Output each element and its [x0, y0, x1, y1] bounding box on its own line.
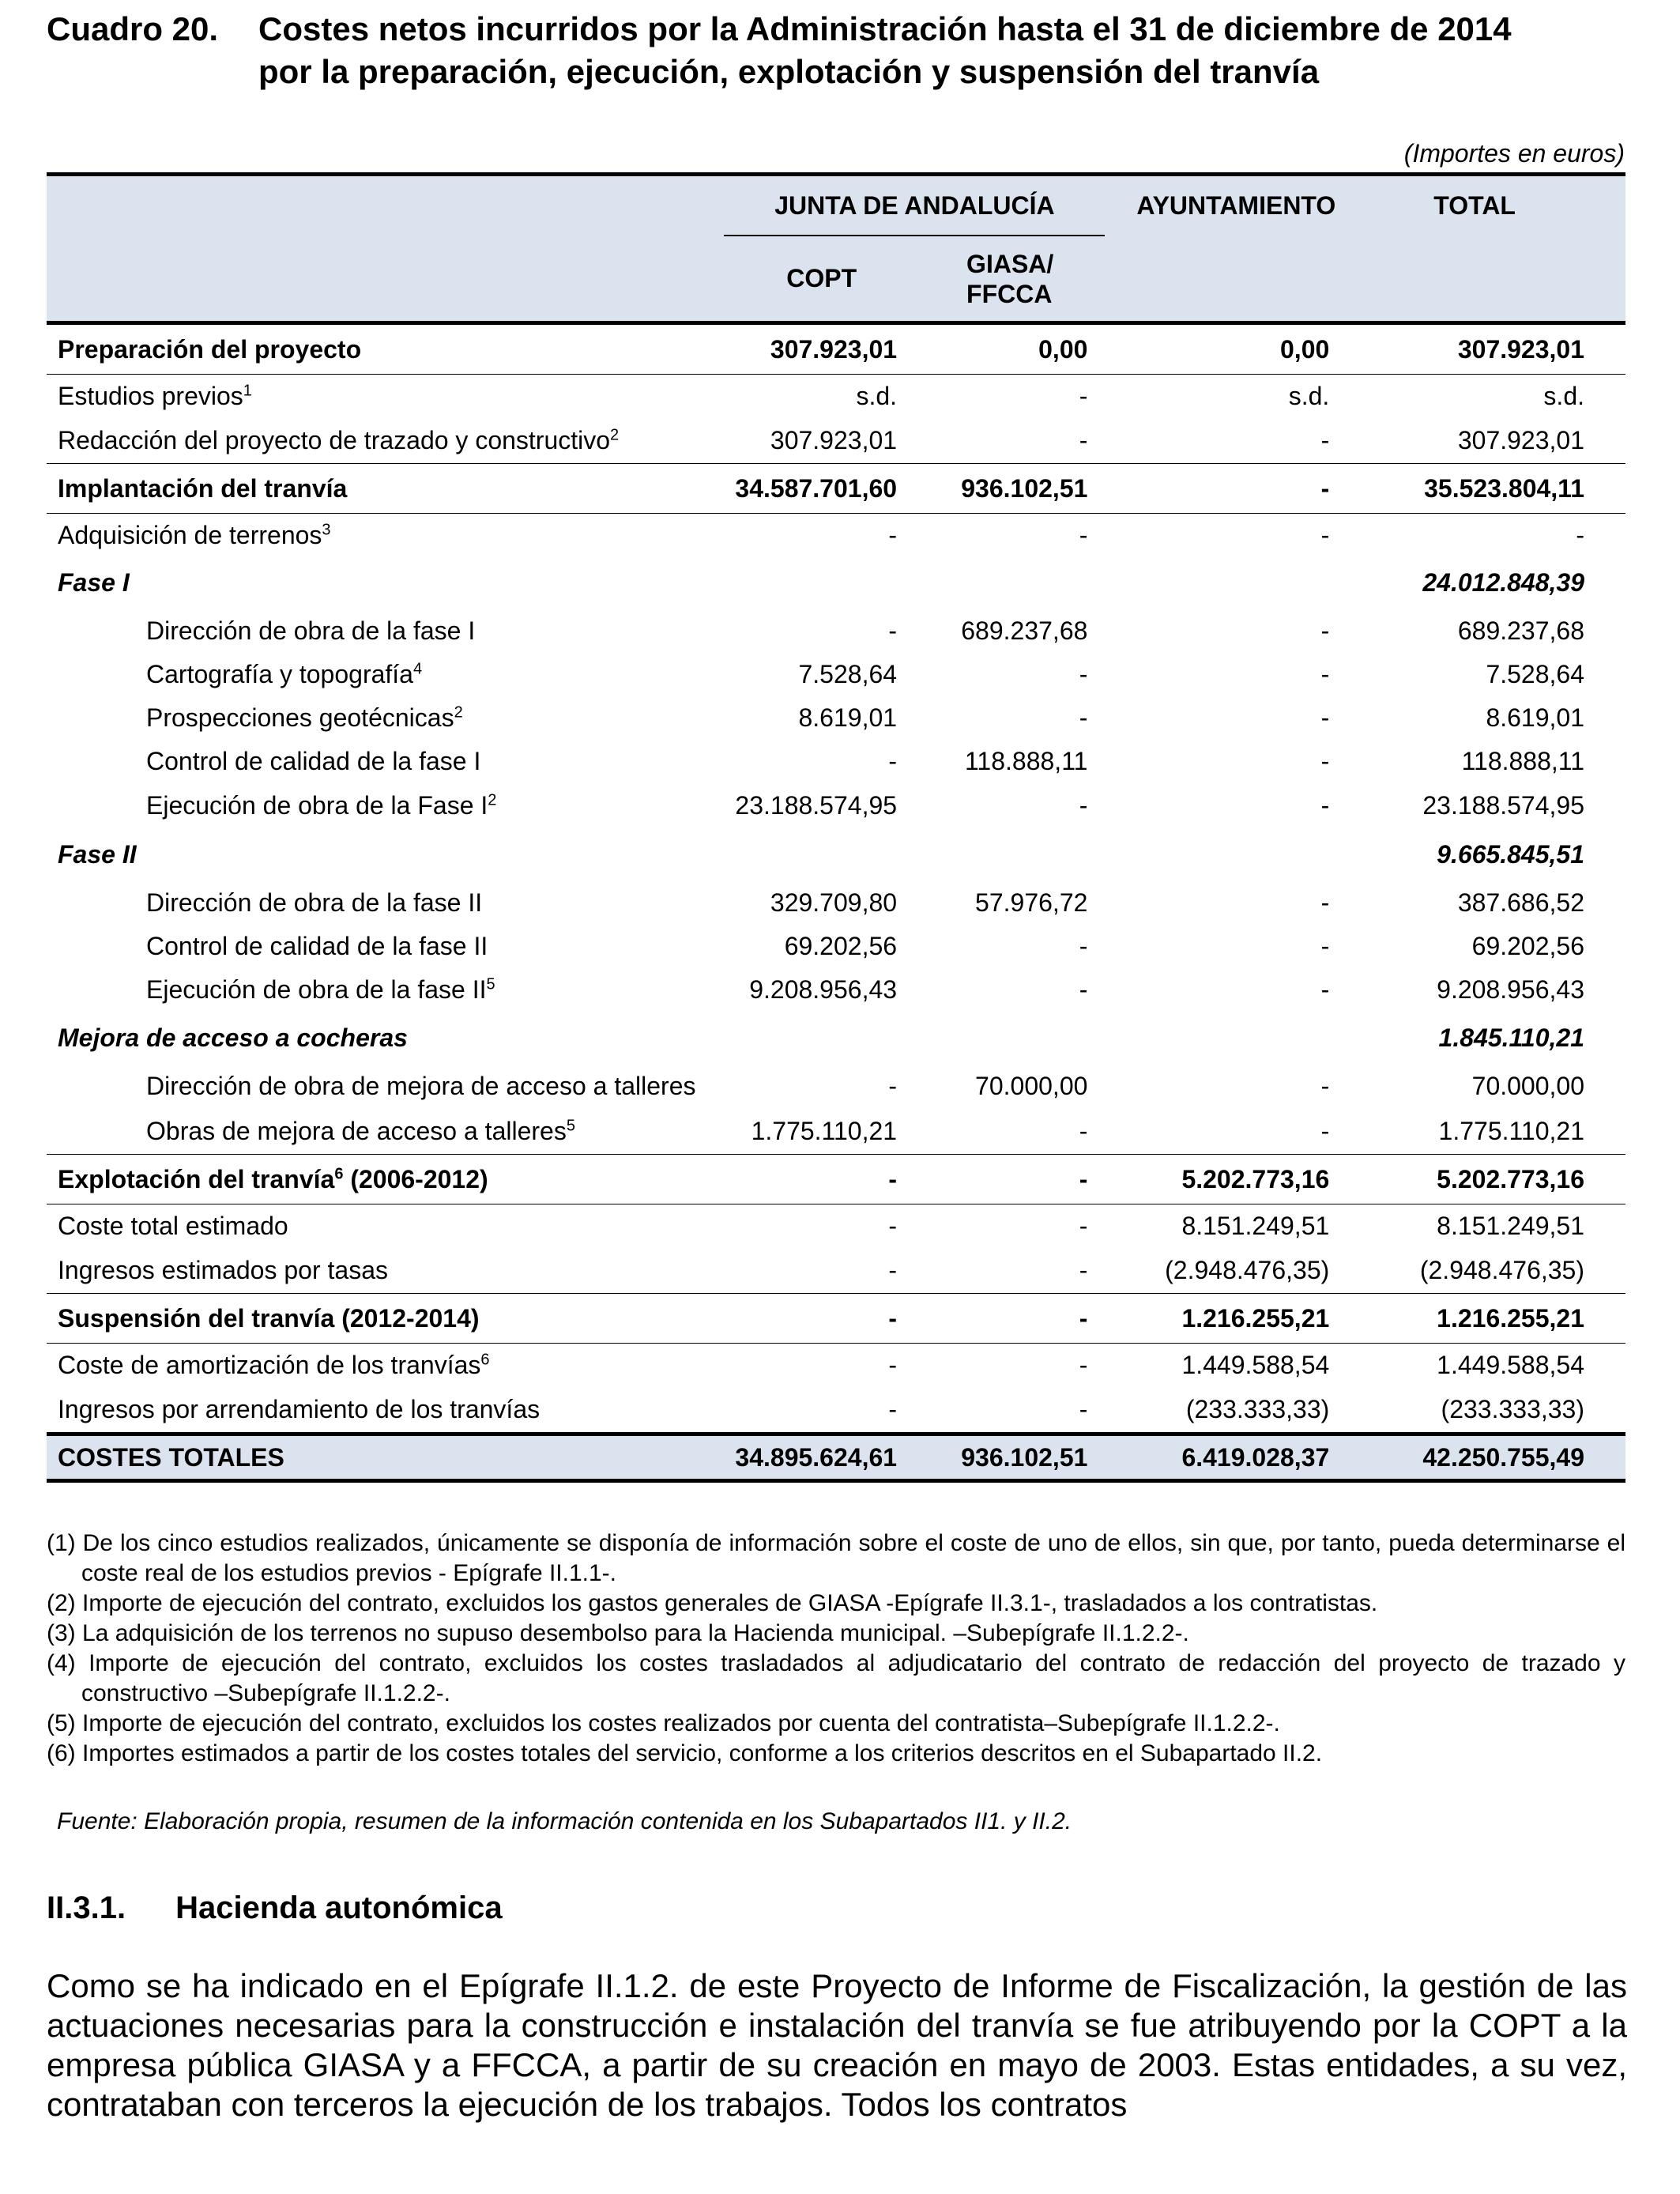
table-row	[47, 740, 1625, 782]
cell-total: 1.216.255,21	[1347, 1294, 1625, 1344]
cell-ayto: 0,00	[1280, 334, 1330, 364]
table-row	[47, 1344, 1625, 1387]
table-row	[47, 1247, 1625, 1294]
cell-copt	[724, 828, 919, 880]
table-row	[47, 1108, 1625, 1155]
cell-total: 7.528,64	[1486, 659, 1584, 688]
section-heading	[47, 1891, 503, 1926]
cell-total: 69.202,56	[1471, 931, 1584, 960]
cell-giasa: -	[919, 514, 1105, 557]
row-label: Estudios previos$^1$	[47, 375, 724, 418]
cell-ayto: (233.333,33)	[1185, 1394, 1330, 1423]
cell-total: 5.202.773,16	[1347, 1155, 1625, 1204]
totals-label: COSTES TOTALES	[47, 1434, 724, 1481]
table-row	[47, 375, 1625, 418]
table-row	[47, 514, 1625, 557]
cell-giasa: 936.102,51	[919, 464, 1105, 514]
cell-total: 8.619,01	[1486, 703, 1584, 732]
cell-giasa: -	[1079, 1394, 1088, 1423]
source-note: Fuente: Elaboración propia, resumen de la información contenida en los Subapartados II1. y II.2.	[57, 1808, 1072, 1834]
body-paragraph: Como se ha indicado en el Epígrafe II.1.2. de este Proyecto de Informe de Fiscalización, la gestión de las actuaciones necesarias para la construcción e instalación del tranvía se fue atribuyendo por la COPT a la empresa pública GIASA y a FFCCA, a partir de su creación en mayo de 2003. Estas entidades, a su vez, contrataban con terceros la ejecución de los trabajos. Todos los contratos	[47, 1967, 1627, 2123]
row-label: Preparación del proyecto	[58, 334, 362, 364]
cell-giasa: -	[919, 375, 1105, 418]
table-row	[47, 696, 1625, 740]
cell-total: (2.948.476,35)	[1419, 1255, 1584, 1284]
table-row	[47, 556, 1625, 609]
cell-giasa	[919, 1012, 1105, 1064]
cell-total: 307.923,01	[1457, 425, 1584, 454]
cell-giasa: -	[1079, 790, 1088, 820]
cell-copt: 34.587.701,60	[724, 464, 919, 514]
cell-copt: -	[888, 1255, 898, 1284]
table-title-line1: Costes netos incurridos por la Administración hasta el 31 de diciembre de 2014	[258, 10, 1512, 47]
cell-ayto: 5.202.773,16	[1105, 1155, 1347, 1204]
cell-giasa: 689.237,68	[961, 616, 1088, 645]
footnote: (3) La adquisición de los terrenos no supuso desembolso para la Hacienda municipal. –Subepígrafe II.1.2.2-.	[47, 1620, 1189, 1646]
table-subheader-row	[47, 236, 1625, 323]
cell-giasa	[919, 556, 1105, 609]
cell-total: 35.523.804,11	[1347, 464, 1625, 514]
cell-giasa: -	[1079, 931, 1088, 960]
footnote: (1) De los cinco estudios realizados, únicamente se disponía de información sobre el coste de uno de ellos, sin que, por tanto, pueda determinarse el coste real de los estudios previos - Epígrafe II.1.1-.	[47, 1530, 1625, 1586]
table-row	[47, 1386, 1625, 1434]
cell-ayto: -	[1105, 464, 1347, 514]
row-label: Ejecución de obra de la Fase $I^2$	[146, 790, 497, 820]
row-label: Ingresos estimados por tasas	[58, 1255, 388, 1284]
row-label: Prospecciones geotécnicas$^2$	[146, 703, 463, 732]
cell-giasa: 57.976,72	[975, 888, 1088, 917]
totals-ayto: 6.419.028,37	[1105, 1434, 1347, 1481]
totals-copt: 34.895.624,61	[724, 1434, 919, 1481]
cell-giasa: -	[1079, 425, 1088, 454]
table-row	[47, 1294, 1625, 1344]
row-label: Control de calidad de la fase II	[146, 931, 488, 960]
footnote: (5) Importe de ejecución del contrato, excluidos los costes realizados por cuenta del contratista–Subepígrafe II.1.2.2-.	[47, 1710, 1280, 1736]
cell-ayto: -	[1320, 703, 1330, 732]
cell-copt: -	[888, 746, 898, 775]
totals-row	[47, 1434, 1625, 1481]
cell-total: 689.237,68	[1457, 616, 1584, 645]
totals-total: 42.250.755,49	[1347, 1434, 1625, 1481]
table-row	[47, 417, 1625, 464]
cell-copt: s.d.	[724, 375, 919, 418]
cell-giasa	[919, 828, 1105, 880]
cell-copt: -	[888, 1394, 898, 1423]
cell-ayto: -	[1320, 974, 1330, 1004]
cell-ayto: -	[1105, 514, 1347, 557]
cell-giasa: -	[1079, 703, 1088, 732]
row-label: Dirección de obra de la fase II	[146, 888, 483, 917]
row-label: Mejora de acceso a cocheras	[58, 1023, 408, 1052]
row-label: Suspensión del tranvía (2012-2014)	[47, 1294, 724, 1344]
cell-total: 24.012.848,39	[1422, 567, 1584, 597]
table-row	[47, 1155, 1625, 1204]
table-title-line2: por la preparación, ejecución, explotación y suspensión del tranvía	[258, 53, 1320, 90]
cell-copt: 8.619,01	[798, 703, 898, 732]
units-note: (Importes en euros)	[1403, 139, 1625, 168]
cell-ayto: -	[1320, 1071, 1330, 1100]
cell-copt	[724, 1012, 919, 1064]
header-total: TOTAL	[1433, 191, 1516, 220]
table-number: Cuadro 20.	[47, 10, 219, 47]
row-label: Ejecución de obra de la fase $II^5$	[146, 974, 495, 1004]
cell-copt: 1.775.110,21	[751, 1116, 898, 1145]
cell-copt: 23.188.574,95	[735, 790, 898, 820]
row-label: Implantación del tranvía	[47, 464, 724, 514]
cell-ayto	[1105, 556, 1347, 609]
table-row	[47, 880, 1625, 925]
row-label: Cartografía y topografía$^4$	[146, 659, 423, 688]
cell-total: 1.845.110,21	[1438, 1023, 1584, 1052]
cell-ayto: 1.216.255,21	[1105, 1294, 1347, 1344]
table-row	[47, 782, 1625, 828]
cell-ayto: -	[1320, 1116, 1330, 1145]
costs-table	[47, 172, 1625, 1483]
header-junta: JUNTA DE ANDALUCÍA	[724, 175, 1105, 236]
cell-copt	[724, 556, 919, 609]
cell-giasa: -	[1079, 1255, 1088, 1284]
footnotes	[47, 1529, 1625, 1769]
cell-ayto: -	[1320, 888, 1330, 917]
table-row	[47, 1012, 1625, 1064]
table-row	[47, 925, 1625, 967]
cell-total: 9.208.956,43	[1437, 974, 1584, 1004]
row-label: Ingresos por arrendamiento de los tranvías	[58, 1394, 541, 1423]
cell-giasa: -	[919, 1155, 1105, 1204]
cell-ayto: s.d.	[1105, 375, 1347, 418]
cell-total: 9.665.845,51	[1437, 839, 1584, 869]
cell-ayto: -	[1320, 790, 1330, 820]
cell-total: 23.188.574,95	[1422, 790, 1584, 820]
row-label: Adquisición de terrenos$^3$	[47, 514, 724, 557]
cell-giasa: -	[919, 1204, 1105, 1248]
cell-copt: 69.202,56	[784, 931, 898, 960]
header-copt: COPT	[786, 264, 857, 292]
footnote: (4) Importe de ejecución del contrato, excluidos los costes trasladados al adjudicatario del contrato de redacción del proyecto de trazado y constructivo –Subepígrafe II.1.2.2-.	[47, 1650, 1625, 1706]
cell-copt: -	[724, 1155, 919, 1204]
cell-ayto: -	[1320, 425, 1330, 454]
cell-copt: -	[724, 1294, 919, 1344]
table-header-row	[47, 175, 1625, 236]
cell-giasa: -	[1079, 974, 1088, 1004]
cell-total: 387.686,52	[1457, 888, 1584, 917]
cell-copt: 307.923,01	[770, 425, 898, 454]
cell-copt: -	[888, 1071, 898, 1100]
cell-copt: -	[888, 616, 898, 645]
cell-ayto: -	[1320, 931, 1330, 960]
cell-total: 1.775.110,21	[1438, 1116, 1584, 1145]
cell-giasa: -	[1079, 1116, 1088, 1145]
row-label: Control de calidad de la fase I	[146, 746, 481, 775]
cell-total: 8.151.249,51	[1347, 1204, 1625, 1248]
totals-giasa: 936.102,51	[919, 1434, 1105, 1481]
table-row	[47, 653, 1625, 696]
cell-giasa: -	[919, 1344, 1105, 1387]
cell-copt: 307.923,01	[770, 334, 898, 364]
cell-total: (233.333,33)	[1441, 1394, 1584, 1423]
cell-ayto: (2.948.476,35)	[1165, 1255, 1330, 1284]
cell-giasa: 70.000,00	[975, 1071, 1088, 1100]
row-label: Fase I	[58, 567, 130, 597]
cell-ayto	[1105, 828, 1347, 880]
section-code: II.3.1.	[47, 1891, 126, 1925]
header-giasa: GIASA/ FFCCA	[966, 249, 1054, 308]
cell-giasa: -	[919, 1294, 1105, 1344]
cell-ayto: -	[1320, 659, 1330, 688]
cell-copt: 7.528,64	[798, 659, 898, 688]
cell-copt: -	[724, 514, 919, 557]
cell-ayto: 8.151.249,51	[1105, 1204, 1347, 1248]
table-row	[47, 464, 1625, 514]
cell-total: 118.888,11	[1461, 746, 1584, 775]
cell-total: 1.449.588,54	[1347, 1344, 1625, 1387]
cell-total: 70.000,00	[1471, 1071, 1584, 1100]
cell-copt: -	[724, 1344, 919, 1387]
table-row	[47, 828, 1625, 880]
cell-giasa: -	[1079, 659, 1088, 688]
table-row	[47, 609, 1625, 653]
cell-ayto	[1105, 1012, 1347, 1064]
table-row	[47, 1064, 1625, 1108]
header-ayuntamiento: AYUNTAMIENTO	[1136, 191, 1336, 220]
footnote: (2) Importe de ejecución del contrato, excluidos los gastos generales de GIASA -Epígrafe II.3.1-, trasladados a los contratistas.	[47, 1590, 1378, 1616]
table-row	[47, 323, 1625, 375]
table-row	[47, 1204, 1625, 1248]
row-label: Coste de amortización de los tranvías$^6$	[47, 1344, 724, 1387]
row-label: Obras de mejora de acceso a talleres$^5$	[146, 1116, 575, 1145]
cell-copt: 329.709,80	[770, 888, 898, 917]
cell-ayto: -	[1320, 746, 1330, 775]
cell-copt: -	[724, 1204, 919, 1248]
cell-giasa: 0,00	[1038, 334, 1088, 364]
row-label: Coste total estimado	[47, 1204, 724, 1248]
table-row	[47, 967, 1625, 1012]
cell-giasa: 118.888,11	[965, 746, 1088, 775]
cell-total: 307.923,01	[1457, 334, 1584, 364]
cell-copt: 9.208.956,43	[749, 974, 898, 1004]
row-label: Explotación del tranvía$^6$ (2006-2012)	[47, 1155, 724, 1204]
row-label: Dirección de obra de la fase I	[146, 616, 476, 645]
row-label: Fase II	[58, 839, 137, 869]
row-label: Redacción del proyecto de trazado y constructivo$^2$	[58, 425, 620, 454]
cell-total: s.d.	[1347, 375, 1625, 418]
footnote: (6) Importes estimados a partir de los costes totales del servicio, conforme a los criterios descritos en el Subapartado II.2.	[47, 1740, 1323, 1766]
row-label: Dirección de obra de mejora de acceso a talleres	[146, 1071, 696, 1100]
cell-total: -	[1347, 514, 1625, 557]
section-title: Hacienda autonómica	[175, 1891, 503, 1925]
cell-ayto: 1.449.588,54	[1105, 1344, 1347, 1387]
cell-ayto: -	[1320, 616, 1330, 645]
